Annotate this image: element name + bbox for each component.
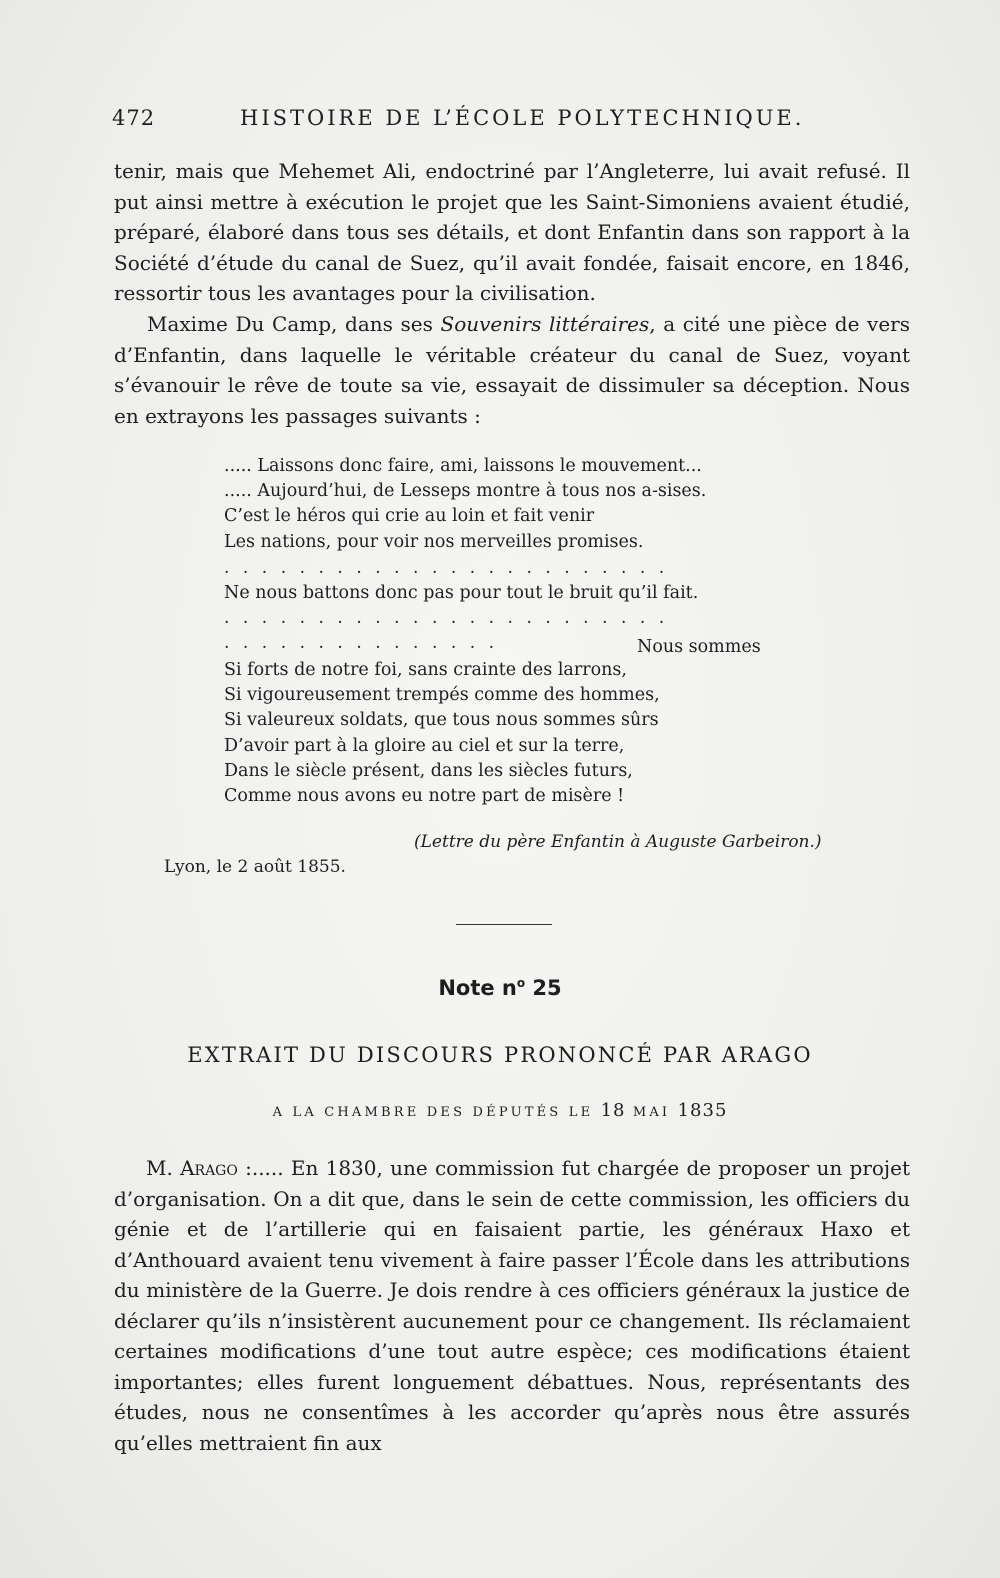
- poem-line: Ne nous battons donc pas pour tout le bruit qu’il fait.: [224, 583, 699, 603]
- poem-line: Comme nous avons eu notre part de misère !: [224, 786, 625, 806]
- running-head: HISTOIRE DE L’ÉCOLE POLYTECHNIQUE.: [240, 106, 805, 130]
- subtitle-month: MAI: [625, 1105, 678, 1120]
- speaker-name: M. Arago: [146, 1156, 238, 1180]
- paragraph-arago-speech: [114, 1153, 910, 1458]
- ellipsis-row: ........................: [224, 558, 678, 578]
- poem-line: Si valeureux soldats, que tous nous sommes sûrs: [224, 710, 659, 730]
- poem-line: Les nations, pour voir nos merveilles promises.: [224, 532, 644, 552]
- subtitle-day: 18: [600, 1100, 626, 1121]
- note-label: Note n: [438, 976, 517, 1000]
- section-subtitle: [0, 1100, 1000, 1121]
- section-divider: [456, 924, 552, 925]
- paragraph-du-camp: [114, 309, 910, 431]
- subtitle-year: 1835: [677, 1100, 728, 1121]
- section-title: EXTRAIT DU DISCOURS PRONONCÉ PAR ARAGO: [187, 1043, 813, 1067]
- poem-line: Si vigoureusement trempés comme des hommes,: [224, 685, 660, 705]
- note-sup: o: [516, 976, 526, 990]
- poem-line: ..... Laissons donc faire, ami, laissons le mouvement...: [224, 456, 702, 476]
- poem-line: Dans le siècle présent, dans les siècles futurs,: [224, 761, 633, 781]
- speech-text: :..... En 1830, une commission fut chargée de proposer un projet d’organisation. On a dit que, dans le sein de cette commission, les officiers du génie et de l’artillerie qui en faisaient partie, les généraux Haxo et d’Anthouard avaient tenu vivement à faire passer l’École dans les attributions du ministère de la Guerre. Je dois rendre à ces officiers généraux la justice de déclarer qu’ils n’insistèrent aucunement pour ce changement. Ils réclamaient certaines modifications d’une tout autre espèce; ces modifications étaient importantes; elles furent longuement débattues. Nous, représentants des études, nous ne consentîmes à les accorder qu’après nous être assurés qu’elles mettraient fin aux: [114, 1156, 910, 1455]
- ellipsis-row: ...............: [224, 633, 508, 653]
- subtitle-text: A LA CHAMBRE DES DÉPUTÉS LE: [272, 1105, 601, 1120]
- ellipsis-row: ........................: [224, 608, 678, 628]
- poem-line: D’avoir part à la gloire au ciel et sur la terre,: [224, 736, 625, 756]
- paragraph-du-camp-after: , a cité une pièce de vers d’Enfantin, dans laquelle le véritable créateur du canal de Suez, voyant s’évanouir le rêve de toute sa vie, essayait de dissimuler sa déception. Nous en extrayons les passages suivants :: [114, 312, 910, 428]
- note-heading: [0, 976, 1000, 1000]
- poem-line: C’est le héros qui crie au loin et fait venir: [224, 506, 595, 526]
- paragraph-du-camp-before: Maxime Du Camp, dans ses: [147, 312, 441, 336]
- poem-line: Si forts de notre foi, sans crainte des larrons,: [224, 660, 627, 680]
- page-header: [112, 100, 912, 134]
- place-date: Lyon, le 2 août 1855.: [164, 857, 346, 877]
- note-number: 25: [525, 976, 562, 1000]
- poem-line: Nous sommes: [637, 637, 761, 657]
- book-title: Souvenirs littéraires: [440, 312, 650, 336]
- poem-line: ..... Aujourd’hui, de Lesseps montre à tous nos a-sises.: [224, 481, 707, 501]
- poem-attribution: (Lettre du père Enfantin à Auguste Garbeiron.): [414, 832, 822, 852]
- page-number: 472: [112, 106, 156, 130]
- paragraph-opening: tenir, mais que Mehemet Ali, endoctriné par l’Angleterre, lui avait refusé. Il put ainsi mettre à exécution le projet que les Saint-Simoniens avaient étudié, préparé, élaboré dans tous ses détails, et dont Enfantin dans son rapport à la Société d’étude du canal de Suez, qu’il avait fondée, faisait encore, en 1846, ressortir tous les avantages pour la civilisation.: [114, 159, 910, 305]
